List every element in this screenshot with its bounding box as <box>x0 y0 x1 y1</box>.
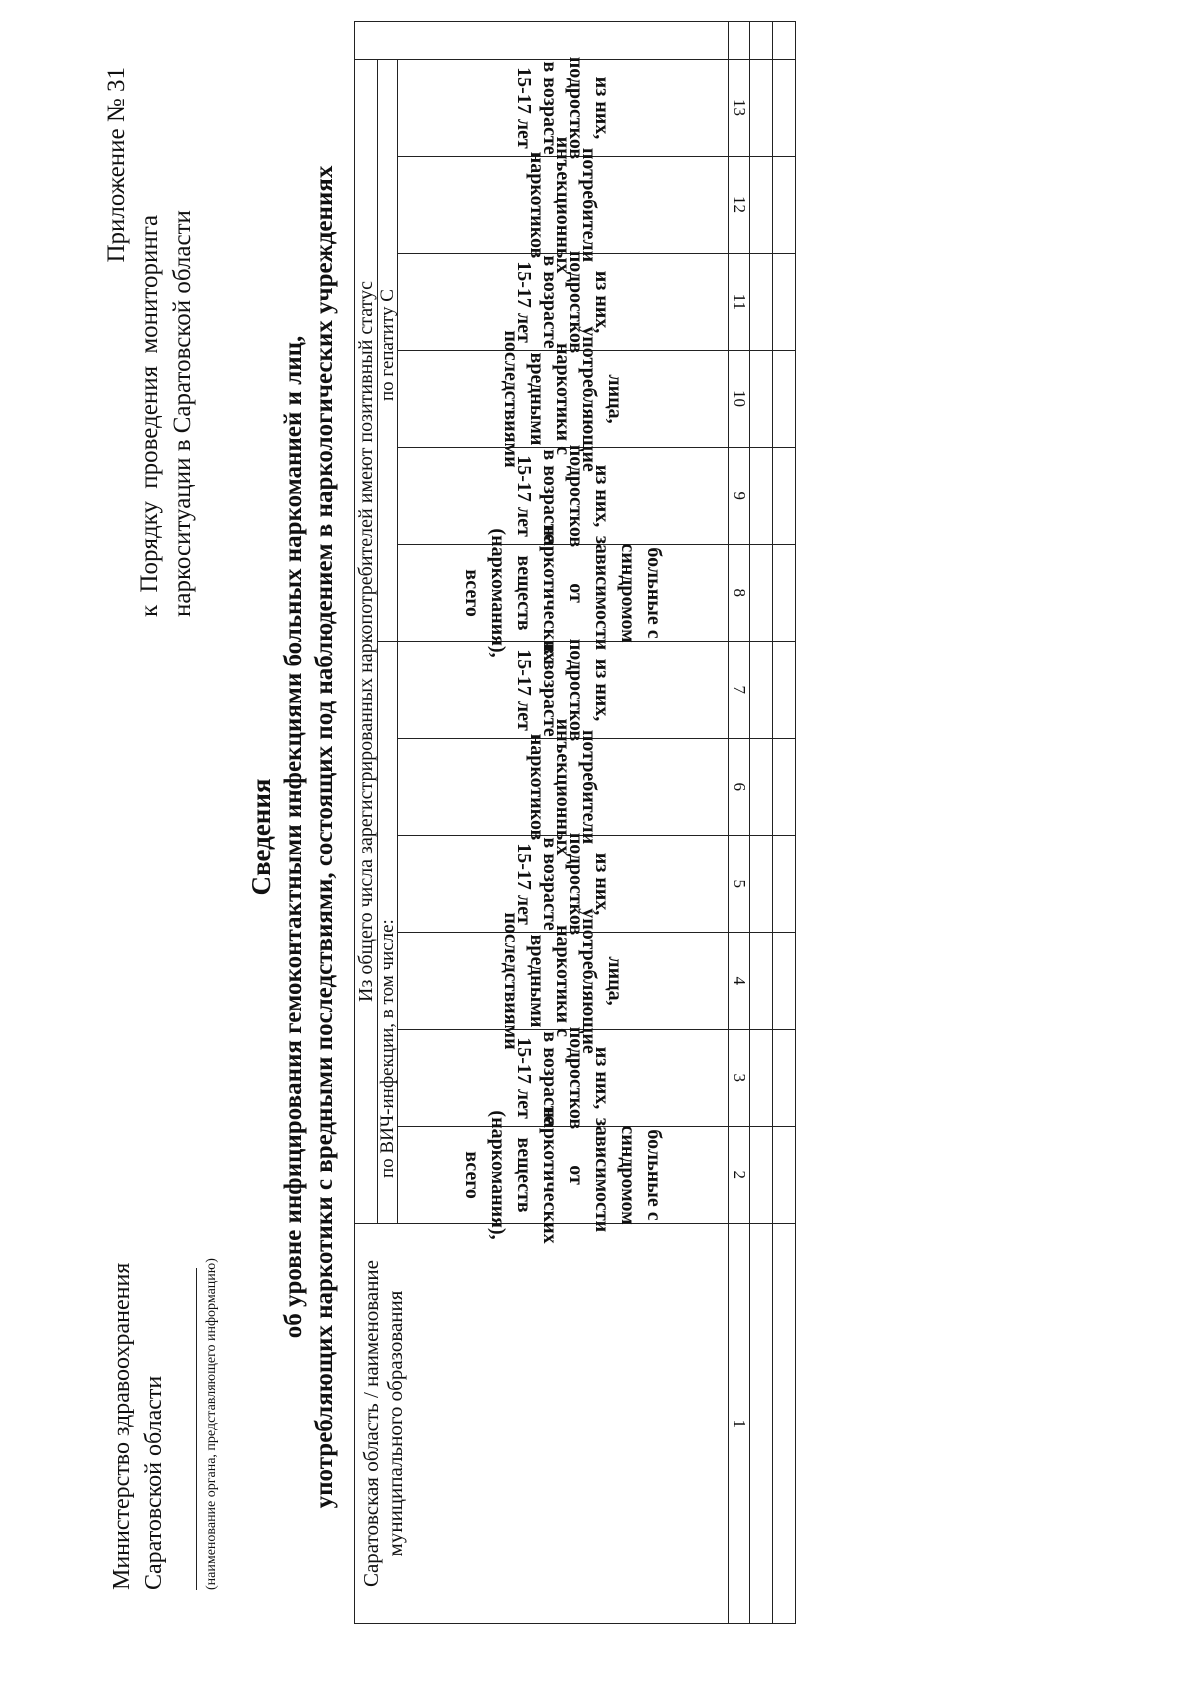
data-cell[interactable] <box>750 642 773 739</box>
column-header-12 <box>398 136 729 274</box>
data-cell[interactable] <box>773 351 796 448</box>
organization-underline <box>196 1268 197 1590</box>
subheader-hepatitis <box>378 59 398 641</box>
spare-number-cell <box>729 21 750 59</box>
column-header-13 <box>398 56 729 160</box>
column-header-4-text: лица, употребляющие наркотики с вредными последствиями <box>500 908 626 1054</box>
column-number-10 <box>729 351 750 448</box>
column-header-10-text: лица, употребляющие наркотики с вредными последствиями <box>500 326 626 472</box>
title-main: Сведения <box>246 778 276 896</box>
organization-line1: Министерство здравоохранения <box>109 1262 135 1590</box>
column-header-13-text: из них, подростков в возрасте 15-17 лет <box>513 56 613 160</box>
data-cell[interactable] <box>773 1030 796 1127</box>
subheader-hiv <box>378 642 398 1224</box>
column-header-7-text: из них, подростков в возрасте 15-17 лет <box>513 638 613 742</box>
data-cell[interactable] <box>773 1127 796 1224</box>
column-header-3-text: из них, подростков в возрасте 15-17 лет <box>513 1026 613 1130</box>
organization-line2: Саратовской области <box>141 1375 167 1590</box>
data-cell[interactable] <box>773 448 796 545</box>
appendix-number: Приложение № 31 <box>103 67 130 263</box>
column-header-2-text: больные с синдромом зависимости от наркотических веществ (наркомания), всего <box>461 1106 665 1244</box>
data-cell[interactable] <box>750 933 773 1030</box>
title-line2: об уровне инфицирования гемоконтактными инфекциями больных наркоманией и лиц, <box>280 335 307 1339</box>
column-header-4 <box>398 908 729 1054</box>
column-header-11-text: из них, подростков в возрасте 15-17 лет <box>513 250 613 354</box>
column-number-6 <box>729 739 750 836</box>
column-header-municipality <box>355 1224 729 1624</box>
organization-block <box>106 1263 170 1590</box>
column-number-5-text: 5 <box>730 879 749 889</box>
column-number-8-text: 8 <box>730 588 749 598</box>
column-number-11-text: 11 <box>730 293 749 311</box>
data-cell[interactable] <box>750 1127 773 1224</box>
column-number-6-text: 6 <box>730 782 749 792</box>
appendix-block <box>100 57 199 617</box>
data-cell[interactable] <box>750 254 773 351</box>
data-cell[interactable] <box>750 21 773 59</box>
municipality-label: Саратовская область / наименование муниципального образования <box>359 1260 407 1588</box>
column-header-6 <box>398 718 729 856</box>
title-line3: употребляющих наркотики с вредными последствиями, состоящих под наблюдением в наркологических учреждениях <box>311 165 338 1509</box>
data-cell[interactable] <box>773 545 796 642</box>
column-number-7-text: 7 <box>730 685 749 695</box>
data-cell[interactable] <box>773 254 796 351</box>
data-cell[interactable] <box>750 836 773 933</box>
data-cell[interactable] <box>773 642 796 739</box>
column-number-row <box>729 21 750 1623</box>
subheader-hiv-label: по ВИЧ-инфекции, в том числе: <box>377 919 398 1178</box>
column-number-8 <box>729 545 750 642</box>
data-cell[interactable] <box>773 21 796 59</box>
column-number-2 <box>729 1127 750 1224</box>
column-number-5 <box>729 836 750 933</box>
data-cell[interactable] <box>773 1224 796 1624</box>
data-row-2 <box>773 21 796 1623</box>
data-cell[interactable] <box>750 351 773 448</box>
data-cell[interactable] <box>773 933 796 1030</box>
column-header-9-text: из них, подростков в возрасте 15-17 лет <box>513 444 613 548</box>
column-number-9-text: 9 <box>730 491 749 501</box>
group-header: Из общего числа зарегистрированных наркопотребителей имеют позитивный статус <box>355 59 378 1223</box>
column-number-12-text: 12 <box>730 196 749 214</box>
column-number-11 <box>729 254 750 351</box>
column-number-7 <box>729 642 750 739</box>
data-cell[interactable] <box>750 739 773 836</box>
report-table <box>354 21 796 1624</box>
column-header-5-text: из них, подростков в возрасте 15-17 лет <box>513 832 613 936</box>
column-header-10 <box>398 326 729 472</box>
column-header-12-text: потребители инъекционных наркотиков <box>526 136 600 274</box>
column-number-9 <box>729 448 750 545</box>
data-row-1 <box>750 21 773 1623</box>
column-number-4-text: 4 <box>730 976 749 986</box>
data-cell[interactable] <box>773 739 796 836</box>
column-number-13-text: 13 <box>730 99 749 117</box>
organization-caption: (наименование органа, представляющего информацию) <box>204 1258 219 1590</box>
column-number-1 <box>729 1224 750 1624</box>
data-cell[interactable] <box>773 157 796 254</box>
appendix-reference: к Порядку проведения мониторинга <box>136 214 163 617</box>
data-cell[interactable] <box>750 1224 773 1624</box>
data-cell[interactable] <box>773 836 796 933</box>
data-cell[interactable] <box>750 448 773 545</box>
column-header-8 <box>398 524 729 662</box>
subheader-hepatitis-label: по гепатиту С <box>377 289 398 401</box>
column-header-6-text: потребители инъекционных наркотиков <box>526 718 600 856</box>
column-header-2 <box>398 1106 729 1244</box>
column-header-8-text: больные с синдромом зависимости от наркотических веществ (наркомания), всего <box>461 524 665 662</box>
column-number-2-text: 2 <box>730 1170 749 1180</box>
column-number-4 <box>729 933 750 1030</box>
document-title <box>244 77 340 1597</box>
column-number-12 <box>729 157 750 254</box>
appendix-region: наркоситуации в Саратовской области <box>169 210 196 617</box>
header-spare-cell <box>355 21 729 59</box>
data-cell[interactable] <box>750 157 773 254</box>
column-number-10-text: 10 <box>730 390 749 408</box>
column-number-3 <box>729 1030 750 1127</box>
column-number-3-text: 3 <box>730 1073 749 1083</box>
data-cell[interactable] <box>773 59 796 156</box>
column-number-13 <box>729 59 750 156</box>
data-cell[interactable] <box>750 545 773 642</box>
data-cell[interactable] <box>750 1030 773 1127</box>
data-cell[interactable] <box>750 59 773 156</box>
column-number-1-text: 1 <box>730 1419 749 1428</box>
